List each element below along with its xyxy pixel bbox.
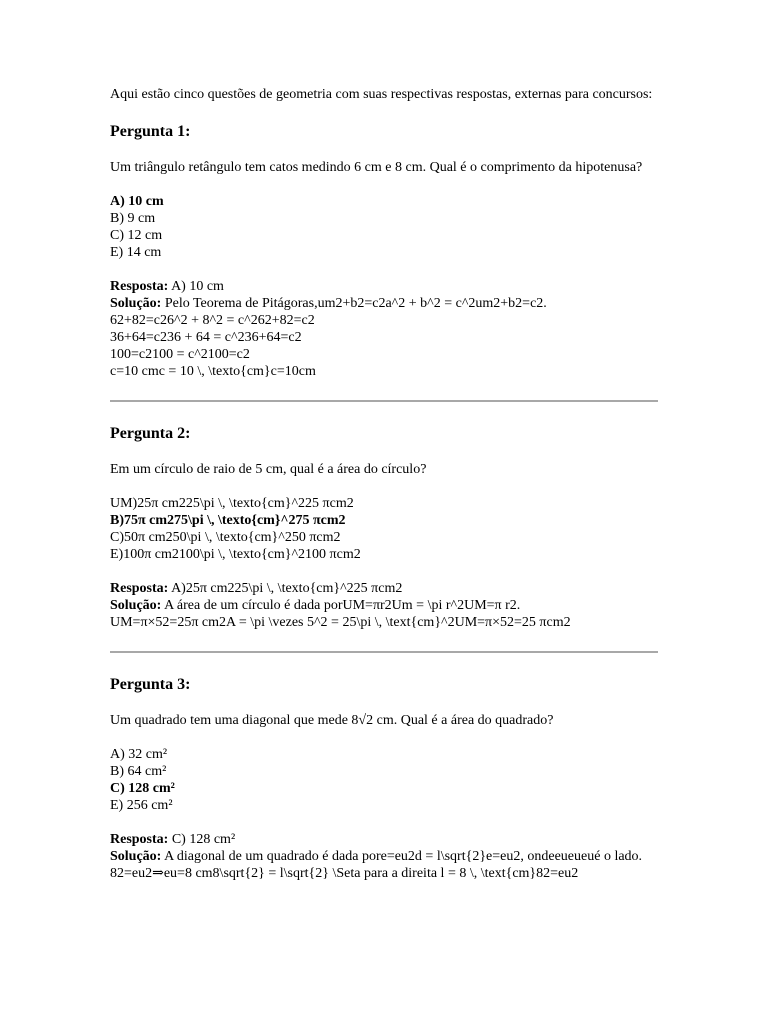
answer-line (110, 831, 660, 848)
question-2-text: Em um círculo de raio de 5 cm, qual é a área do círculo? (110, 462, 427, 477)
question-1-heading: Pergunta 1: (110, 123, 191, 140)
option-e: E) 256 cm² (110, 798, 173, 813)
answer-label: Resposta: (110, 832, 169, 847)
solution-step: UM=π×52=25π cm2A = \pi \vezes 5^2 = 25\pi \, \text{cm}^2UM=π×52=25 πcm2 (110, 615, 571, 630)
divider (110, 651, 658, 653)
solution-step: 100=c2100 = c^2100=c2 (110, 347, 250, 362)
option-b: B) 9 cm (110, 211, 156, 226)
solution-step: 36+64=c236 + 64 = c^236+64=c2 (110, 330, 302, 345)
solution-line (110, 848, 660, 865)
solution-line (110, 597, 660, 614)
answer-value: C) 128 cm² (168, 832, 236, 847)
option-b: B)75π cm275\pi \, \texto{cm}^275 πcm2 (110, 513, 346, 528)
answer-line (110, 580, 660, 597)
divider (110, 400, 658, 402)
solution-label: Solução: (110, 598, 162, 613)
option-c: C)50π cm250\pi \, \texto{cm}^250 πcm2 (110, 530, 341, 545)
question-3-heading: Pergunta 3: (110, 676, 191, 693)
answer-line (110, 278, 660, 295)
question-2 (110, 424, 660, 631)
question-1 (110, 122, 660, 380)
solution-label: Solução: (110, 296, 162, 311)
option-a: UM)25π cm225\pi \, \texto{cm}^225 πcm2 (110, 496, 354, 511)
document-body (110, 86, 660, 882)
question-3-options (110, 746, 660, 814)
question-1-text: Um triângulo retângulo tem catos medindo 6 cm e 8 cm. Qual é o comprimento da hipotenusa? (110, 160, 643, 175)
question-2-options (110, 495, 660, 563)
solution-text: A diagonal de um quadrado é dada pore=eu2d = l\sqrt{2}e=eu2, ondeeueueué o lado. (161, 849, 643, 864)
option-a: A) 10 cm (110, 194, 164, 209)
solution-text: Pelo Teorema de Pitágoras,um2+b2=c2a^2 + b^2 = c^2um2+b2=c2. (161, 296, 547, 311)
question-1-options (110, 193, 660, 261)
answer-label: Resposta: (110, 279, 169, 294)
solution-text: A área de um círculo é dada porUM=πr2Um = \pi r^2UM=π r2. (161, 598, 521, 613)
solution-step: c=10 cmc = 10 \, \texto{cm}c=10cm (110, 364, 316, 379)
answer-value: A) 10 cm (168, 279, 224, 294)
option-b: B) 64 cm² (110, 764, 167, 779)
question-2-heading: Pergunta 2: (110, 425, 191, 442)
solution-step: 82=eu2⇒eu=8 cm8\sqrt{2} = l\sqrt{2} \Seta para a direita l = 8 \, \text{cm}82=eu2 (110, 866, 579, 881)
solution-line (110, 295, 660, 312)
option-a: A) 32 cm² (110, 747, 168, 762)
intro-text: Aqui estão cinco questões de geometria com suas respectivas respostas, externas para concursos: (110, 87, 653, 102)
option-c: C) 12 cm (110, 228, 163, 243)
question-3-text: Um quadrado tem uma diagonal que mede 8√2 cm. Qual é a área do quadrado? (110, 713, 554, 728)
option-e: E) 14 cm (110, 245, 162, 260)
solution-step: 62+82=c26^2 + 8^2 = c^262+82=c2 (110, 313, 315, 328)
option-e: E)100π cm2100\pi \, \texto{cm}^2100 πcm2 (110, 547, 361, 562)
answer-label: Resposta: (110, 581, 169, 596)
question-3 (110, 675, 660, 882)
solution-label: Solução: (110, 849, 162, 864)
answer-value: A)25π cm225\pi \, \texto{cm}^225 πcm2 (168, 581, 403, 596)
option-c: C) 128 cm² (110, 781, 175, 796)
